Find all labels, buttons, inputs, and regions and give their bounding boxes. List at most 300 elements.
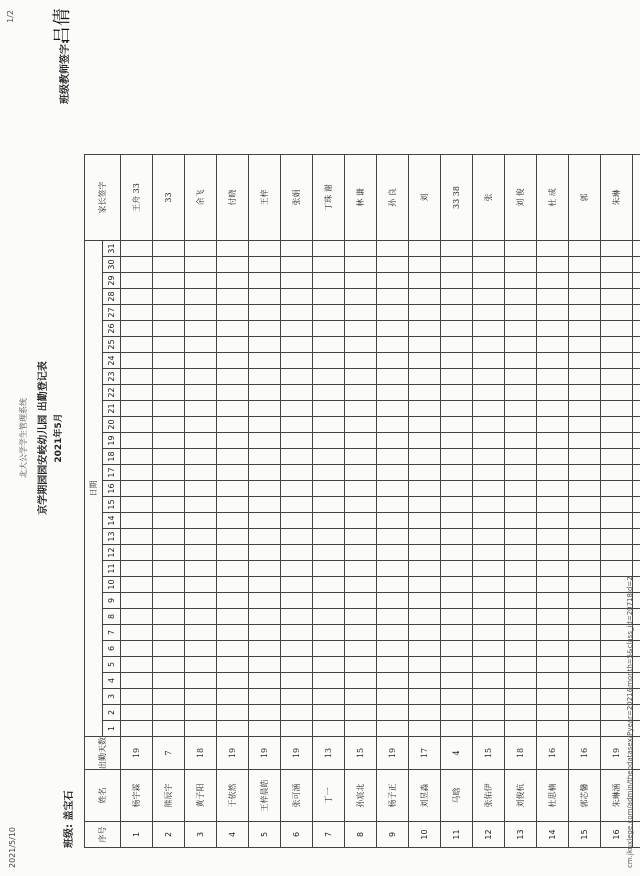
day-mark [505,545,537,561]
table-row [473,155,505,848]
day-mark [249,321,281,337]
page-url: cm.jkuxlege.com/admin/thebdatasex/Pyear=2021&month=5&class_id=20718id=2 [626,576,634,868]
day-mark [345,561,377,577]
day-mark [313,369,345,385]
day-mark [377,321,409,337]
day-mark [537,465,569,481]
day-mark [281,689,313,705]
day-mark [281,705,313,721]
student-name: 杨宇霖 [121,770,153,822]
day-mark [633,433,640,449]
day-mark [217,513,249,529]
header-parent-sign: 家长签字 [85,155,121,241]
system-name: 北大公学学生管理系统 [19,398,28,478]
day-mark [153,369,185,385]
day-mark [505,417,537,433]
day-mark [601,241,633,257]
day-mark [377,657,409,673]
day-mark [633,369,640,385]
student-name: 王梓晨皓 [249,770,281,822]
day-mark [153,593,185,609]
day-mark [153,545,185,561]
day-mark [153,353,185,369]
day-mark [473,545,505,561]
student-name: 黄子阳 [185,770,217,822]
day-mark [377,481,409,497]
day-mark [537,609,569,625]
teacher-signature: 吕倩 [52,8,73,44]
day-mark [345,401,377,417]
day-mark [633,385,640,401]
day-mark [249,609,281,625]
day-mark [345,721,377,737]
table-row [505,155,537,848]
day-mark [409,449,441,465]
day-mark [153,689,185,705]
header-date-group: 日期 [85,241,103,737]
day-mark [313,385,345,401]
day-mark [441,561,473,577]
day-mark [633,337,640,353]
day-mark [313,401,345,417]
day-mark [505,513,537,529]
day-mark [185,353,217,369]
day-mark [633,321,640,337]
day-mark [153,257,185,273]
day-mark [185,577,217,593]
day-mark [345,273,377,289]
day-mark [121,529,153,545]
day-mark [505,369,537,385]
day-mark [441,449,473,465]
day-mark [377,625,409,641]
day-mark [537,561,569,577]
student-name: 杜思楠 [537,770,569,822]
day-mark [633,273,640,289]
day-mark [249,561,281,577]
day-mark [313,321,345,337]
day-mark [505,385,537,401]
day-mark [569,593,601,609]
header-day: 13 [103,529,121,545]
header-day: 3 [103,689,121,705]
day-mark [345,385,377,401]
day-mark [281,433,313,449]
day-mark [185,305,217,321]
day-mark [409,705,441,721]
day-mark [249,497,281,513]
parent-signature [633,155,640,241]
day-mark [281,641,313,657]
parent-signature: 杜 成 [537,155,569,241]
day-mark [313,481,345,497]
day-mark [249,401,281,417]
header-day: 14 [103,513,121,529]
day-mark [153,561,185,577]
header-day: 31 [103,241,121,257]
day-mark [537,481,569,497]
day-mark [441,497,473,513]
day-mark [569,449,601,465]
day-mark [345,353,377,369]
day-mark [153,721,185,737]
day-mark [601,497,633,513]
day-mark [313,561,345,577]
day-mark [409,609,441,625]
day-mark [569,257,601,273]
day-mark [345,465,377,481]
day-mark [185,673,217,689]
day-mark [313,433,345,449]
row-index: 11 [441,822,473,848]
day-mark [153,273,185,289]
table-row [313,155,345,848]
day-mark [441,257,473,273]
row-index: 2 [153,822,185,848]
day-mark [377,257,409,273]
day-mark [153,337,185,353]
day-mark [249,673,281,689]
day-mark [377,641,409,657]
day-mark [281,289,313,305]
day-mark [121,257,153,273]
day-mark [217,257,249,273]
header-day: 15 [103,497,121,513]
day-mark [377,513,409,529]
day-mark [537,641,569,657]
row-index: 4 [217,822,249,848]
day-mark [217,321,249,337]
day-mark [217,625,249,641]
day-mark [281,385,313,401]
day-mark [345,481,377,497]
day-mark [345,609,377,625]
day-mark [441,273,473,289]
day-mark [281,273,313,289]
day-mark [313,545,345,561]
day-mark [569,417,601,433]
row-index: 8 [345,822,377,848]
day-mark [249,593,281,609]
day-mark [569,481,601,497]
day-mark [473,689,505,705]
day-mark [249,449,281,465]
day-mark [505,241,537,257]
day-mark [537,257,569,273]
attend-days: 18 [505,737,537,770]
day-mark [153,625,185,641]
day-mark [121,401,153,417]
student-name: 刘俊杭 [505,770,537,822]
header-day: 23 [103,369,121,385]
day-mark [281,465,313,481]
attend-days: 16 [569,737,601,770]
day-mark [217,545,249,561]
page-title: 京学期园园安岐幼儿园 出勤登记表 [38,361,49,515]
day-mark [409,625,441,641]
day-mark [217,465,249,481]
day-mark [185,337,217,353]
day-mark [409,353,441,369]
day-mark [633,257,640,273]
day-mark [441,529,473,545]
day-mark [121,609,153,625]
day-mark [185,689,217,705]
day-mark [409,321,441,337]
day-mark [633,241,640,257]
day-mark [345,513,377,529]
day-mark [633,529,640,545]
day-mark [409,561,441,577]
parent-signature: 33 38 [441,155,473,241]
day-mark [505,689,537,705]
student-name: 丁一 [313,770,345,822]
attendance-table [84,154,640,848]
day-mark [281,449,313,465]
day-mark [409,497,441,513]
day-mark [281,721,313,737]
day-mark [313,705,345,721]
day-mark [473,321,505,337]
day-mark [473,657,505,673]
day-mark [569,705,601,721]
day-mark [409,593,441,609]
day-mark [601,465,633,481]
row-index: 5 [249,822,281,848]
day-mark [217,721,249,737]
day-mark [505,577,537,593]
day-mark [249,385,281,401]
day-mark [377,465,409,481]
day-mark [537,273,569,289]
day-mark [377,241,409,257]
day-mark [313,273,345,289]
day-mark [441,417,473,433]
day-mark [537,529,569,545]
day-mark [121,465,153,481]
day-mark [601,385,633,401]
title-block [34,0,64,876]
day-mark [441,513,473,529]
day-mark [345,305,377,321]
day-mark [249,433,281,449]
day-mark [601,513,633,529]
header-day: 19 [103,433,121,449]
attend-days: 19 [217,737,249,770]
day-mark [409,465,441,481]
day-mark [473,337,505,353]
day-mark [121,241,153,257]
day-mark [217,273,249,289]
day-mark [473,721,505,737]
day-mark [313,625,345,641]
header-day: 26 [103,321,121,337]
day-mark [569,385,601,401]
day-mark [153,657,185,673]
day-mark [569,657,601,673]
header-day: 9 [103,593,121,609]
day-mark [185,273,217,289]
day-mark [409,545,441,561]
class-label: 班级: 盖宝石 [64,790,75,848]
header-day: 5 [103,657,121,673]
header-day: 18 [103,449,121,465]
student-name: 朱琳涵 [601,770,633,822]
day-mark [121,353,153,369]
teacher-sign-label: 班级教师签字: [60,40,71,104]
day-mark [249,465,281,481]
day-mark [537,433,569,449]
day-mark [633,481,640,497]
day-mark [249,337,281,353]
day-mark [345,433,377,449]
parent-signature: 余飞 [185,155,217,241]
day-mark [185,721,217,737]
parent-signature: 郭 [569,155,601,241]
day-mark [313,657,345,673]
day-mark [377,561,409,577]
day-mark [537,657,569,673]
row-index: 6 [281,822,313,848]
day-mark [409,337,441,353]
day-mark [633,305,640,321]
day-mark [633,513,640,529]
day-mark [537,321,569,337]
day-mark [473,529,505,545]
day-mark [345,673,377,689]
day-mark [377,337,409,353]
day-mark [409,513,441,529]
day-mark [249,289,281,305]
day-mark [313,305,345,321]
page-number: 1/2 [6,10,15,23]
day-mark [217,337,249,353]
day-mark [377,545,409,561]
day-mark [505,433,537,449]
day-mark [185,625,217,641]
day-mark [153,641,185,657]
attend-days: 4 [441,737,473,770]
day-mark [505,705,537,721]
day-mark [473,577,505,593]
day-mark [121,657,153,673]
day-mark [153,289,185,305]
day-mark [537,305,569,321]
day-mark [121,273,153,289]
day-mark [633,417,640,433]
day-mark [185,369,217,385]
day-mark [313,417,345,433]
day-mark [601,273,633,289]
day-mark [377,689,409,705]
day-mark [569,369,601,385]
day-mark [441,545,473,561]
day-mark [473,353,505,369]
day-mark [281,513,313,529]
row-index: 10 [409,822,441,848]
day-mark [217,433,249,449]
day-mark [473,625,505,641]
day-mark [345,337,377,353]
day-mark [377,529,409,545]
day-mark [313,497,345,513]
day-mark [377,385,409,401]
day-mark [473,289,505,305]
header-index: 序号 [85,822,121,848]
day-mark [345,689,377,705]
day-mark [313,609,345,625]
day-mark [441,241,473,257]
day-mark [569,721,601,737]
day-mark [569,529,601,545]
day-mark [377,593,409,609]
day-mark [217,689,249,705]
day-mark [281,577,313,593]
day-mark [569,273,601,289]
table-row [345,155,377,848]
day-mark [313,353,345,369]
student-name: 杨子正 [377,770,409,822]
table-row [185,155,217,848]
day-mark [537,337,569,353]
header-day: 29 [103,273,121,289]
day-mark [377,497,409,513]
attend-days: 19 [377,737,409,770]
header-day: 25 [103,337,121,353]
day-mark [569,465,601,481]
day-mark [505,465,537,481]
day-mark [313,241,345,257]
day-mark [121,369,153,385]
day-mark [569,545,601,561]
attend-days: 19 [281,737,313,770]
day-mark [569,497,601,513]
day-mark [153,385,185,401]
row-index: 1 [121,822,153,848]
day-mark [569,433,601,449]
table-row [441,155,473,848]
day-mark [185,529,217,545]
parent-signature: 33 [153,155,185,241]
parent-signature: 丁珠 谢 [313,155,345,241]
day-mark [409,385,441,401]
day-mark [377,289,409,305]
day-mark [569,305,601,321]
day-mark [185,465,217,481]
header-day: 8 [103,609,121,625]
day-mark [153,401,185,417]
day-mark [249,545,281,561]
day-mark [505,625,537,641]
day-mark [473,305,505,321]
day-mark [185,417,217,433]
day-mark [281,497,313,513]
row-index: 9 [377,822,409,848]
row-index: 14 [537,822,569,848]
day-mark [121,641,153,657]
day-mark [217,369,249,385]
day-mark [505,593,537,609]
header-day: 16 [103,481,121,497]
day-mark [345,289,377,305]
day-mark [217,401,249,417]
day-mark [345,257,377,273]
day-mark [601,545,633,561]
day-mark [249,273,281,289]
day-mark [473,705,505,721]
day-mark [569,561,601,577]
day-mark [569,401,601,417]
